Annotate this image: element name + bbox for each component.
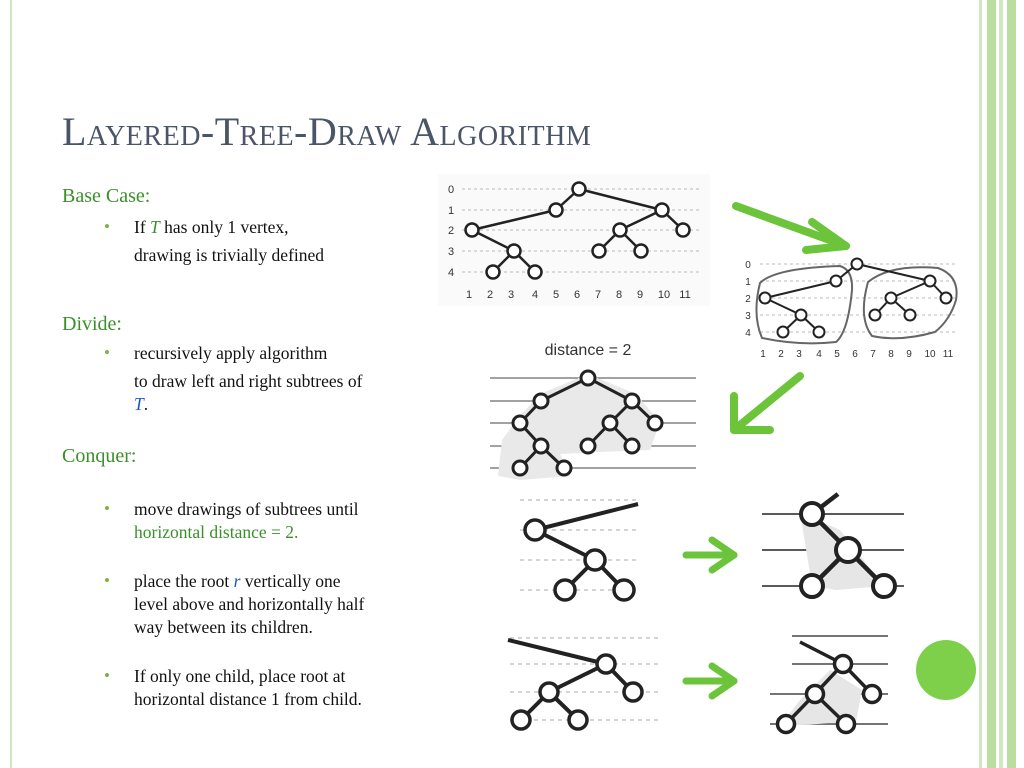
tree-node [603, 416, 617, 430]
tree-node [835, 656, 852, 673]
tree-node [581, 439, 595, 453]
x-label: 11 [679, 289, 691, 301]
base-case-text [134, 216, 474, 239]
figure-before-root-placement [512, 494, 642, 606]
x-label: 8 [888, 349, 894, 360]
x-label: 9 [906, 349, 912, 360]
figure-before-single-child [505, 630, 665, 736]
x-label: 8 [615, 289, 623, 301]
y-label: 1 [447, 205, 455, 217]
y-label: 0 [745, 260, 751, 271]
y-label: 1 [745, 277, 751, 288]
x-label: 10 [924, 349, 936, 360]
tree-node [905, 310, 916, 321]
right-stripe-2 [987, 0, 996, 768]
x-label: 1 [465, 289, 473, 301]
tree-node [807, 686, 824, 703]
x-label: 3 [507, 289, 515, 301]
text-segment: place the root [134, 571, 234, 591]
tree-node [569, 711, 587, 729]
tree-node [534, 394, 548, 408]
tree-node [508, 245, 521, 258]
variable-t: T [150, 217, 160, 237]
y-label: 2 [745, 294, 751, 305]
variable-t: T [134, 394, 144, 414]
tree-node [614, 224, 627, 237]
figure-after-single-child [766, 628, 892, 740]
tree-node [555, 580, 575, 600]
tree-node [573, 183, 586, 196]
x-label: 10 [657, 289, 671, 301]
y-label: 3 [447, 246, 455, 258]
tree-node [801, 575, 823, 597]
x-label: 7 [870, 349, 876, 360]
tree-node [466, 224, 479, 237]
tree-node [778, 327, 789, 338]
arrow-right-2 [680, 660, 742, 702]
divide-line-2: to draw left and right subtrees of [134, 371, 363, 391]
x-label: 5 [552, 289, 560, 301]
tree-node [487, 266, 500, 279]
tree-node [925, 276, 936, 287]
green-dot [916, 640, 976, 700]
conquer-b3-line1: If only one child, place root at [134, 666, 346, 686]
distance-caption: distance = 2 [544, 342, 632, 359]
x-label: 2 [486, 289, 494, 301]
tree-node [852, 259, 863, 270]
root-node [836, 538, 860, 562]
tree-node [648, 416, 662, 430]
tree-node [624, 683, 642, 701]
tree-node [581, 371, 595, 385]
tree-node [778, 716, 795, 733]
right-stripe-4 [1007, 0, 1016, 768]
tree-node [557, 461, 571, 475]
text-segment: vertically one [240, 571, 341, 591]
x-label: 11 [942, 349, 954, 360]
conquer-b2-line1 [134, 570, 474, 593]
tree-node [593, 245, 606, 258]
tree-node [635, 245, 648, 258]
tree-node [529, 266, 542, 279]
y-label: 0 [447, 184, 455, 196]
tree-node [513, 416, 527, 430]
text-segment: has only 1 vertex, [159, 217, 289, 237]
tree-node [534, 439, 548, 453]
figure-divided-subtrees [740, 250, 965, 362]
tree-node [513, 461, 527, 475]
page-title: Layered-Tree-Draw Algorithm [62, 109, 592, 154]
x-label: 6 [852, 349, 858, 360]
tree-node [801, 503, 823, 525]
x-label: 6 [573, 289, 581, 301]
tree-node [625, 439, 639, 453]
x-label: 4 [816, 349, 822, 360]
x-label: 7 [594, 289, 602, 301]
tree-node [831, 276, 842, 287]
divide-heading: Divide: [62, 313, 122, 335]
variable-r: r [233, 571, 241, 591]
arrow-fig1-to-fig2 [728, 196, 858, 256]
x-label: 9 [636, 289, 644, 301]
bullet: • [104, 343, 110, 362]
tree-node [760, 293, 771, 304]
conquer-b1-line1: move drawings of subtrees until [134, 499, 359, 519]
tree-node [614, 580, 634, 600]
divide-line-3 [134, 393, 474, 416]
tree-node [864, 686, 881, 703]
tree-node [941, 293, 952, 304]
right-stripe-1 [979, 0, 982, 768]
x-label: 1 [760, 349, 766, 360]
conquer-heading: Conquer: [62, 445, 137, 467]
base-case-heading: Base Case: [62, 185, 151, 207]
tree-node [873, 575, 895, 597]
bullet: • [104, 499, 110, 518]
figure-distance-two [484, 338, 698, 484]
tree-node [540, 683, 558, 701]
tree-node [597, 655, 615, 673]
tree-node [796, 310, 807, 321]
tree-node [550, 204, 563, 217]
tree-node [886, 293, 897, 304]
conquer-b2-line3: way between its children. [134, 617, 313, 637]
bullet: • [104, 571, 110, 590]
conquer-b2-line2: level above and horizontally half [134, 594, 365, 614]
base-case-text-2: drawing is trivially defined [134, 245, 325, 265]
tree-node [814, 327, 825, 338]
x-label: 2 [778, 349, 784, 360]
divide-line-1: recursively apply algorithm [134, 343, 328, 363]
tree-node [838, 716, 855, 733]
right-stripe-3 [999, 0, 1003, 768]
text-segment: If [134, 217, 151, 237]
tree-node [512, 711, 530, 729]
y-label: 3 [745, 311, 751, 322]
y-label: 2 [447, 225, 455, 237]
bullet: • [104, 666, 110, 685]
figure-after-root-placement [756, 492, 910, 606]
conquer-b3-line2: horizontal distance 1 from child. [134, 689, 362, 709]
text-segment: . [143, 394, 149, 414]
tree-node [585, 550, 605, 570]
x-label: 4 [531, 289, 539, 301]
conquer-b1-highlight: horizontal distance = 2. [134, 522, 299, 542]
x-label: 3 [796, 349, 802, 360]
bullet: • [104, 217, 110, 236]
figure-layered-tree [438, 174, 710, 306]
tree-node [870, 310, 881, 321]
tree-node [625, 394, 639, 408]
left-border-line [10, 0, 12, 768]
tree-node [525, 520, 545, 540]
tree-node [656, 204, 669, 217]
arrow-right-1 [680, 534, 742, 576]
tree-node [677, 224, 690, 237]
y-label: 4 [745, 328, 751, 339]
x-label: 5 [834, 349, 840, 360]
y-label: 4 [447, 267, 455, 279]
arrow-fig2-to-fig3 [722, 368, 808, 438]
